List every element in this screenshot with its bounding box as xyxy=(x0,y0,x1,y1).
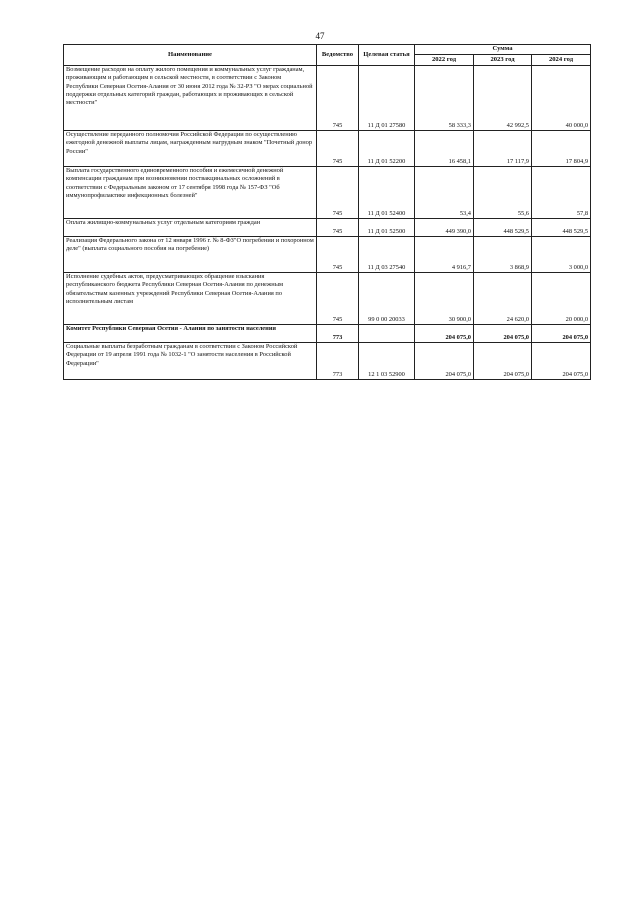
row-value-2022: 4 916,7 xyxy=(415,237,474,273)
row-dept: 745 xyxy=(317,219,359,237)
row-value-2024: 20 000,0 xyxy=(532,273,591,325)
row-value-2024: 204 075,0 xyxy=(532,325,591,343)
table-row xyxy=(64,343,591,380)
row-value-2024: 57,8 xyxy=(532,167,591,219)
row-value-2024: 204 075,0 xyxy=(532,343,591,380)
row-target: 11 Д 01 52500 xyxy=(359,219,415,237)
budget-table xyxy=(63,44,591,380)
row-name: Реализация Федерального закона от 12 января 1996 г. № 8-ФЗ"О погребении и похоронном деле" (выплата социального пособия на погребение) xyxy=(64,237,317,273)
row-value-2022: 58 333,3 xyxy=(415,66,474,131)
row-target: 11 Д 01 27580 xyxy=(359,66,415,131)
row-value-2023: 204 075,0 xyxy=(474,343,532,380)
row-value-2023: 448 529,5 xyxy=(474,219,532,237)
row-value-2022: 16 458,1 xyxy=(415,131,474,167)
header-2022: 2022 год xyxy=(415,55,474,66)
header-sum: Сумма xyxy=(415,45,591,55)
row-dept: 745 xyxy=(317,167,359,219)
row-dept: 773 xyxy=(317,343,359,380)
row-value-2022: 449 390,0 xyxy=(415,219,474,237)
table-row xyxy=(64,131,591,167)
row-name: Осуществление переданного полномочия Российской Федерации по осуществлению ежегодной денежной выплаты лицам, награжденным нагрудным знаком "Почетный донор России" xyxy=(64,131,317,167)
row-name: Исполнение судебных актов, предусматривающих обращение взыскания республиканского бюджета Республики Северная Осетия-Алания по денежным обязательствам казенных учреждений Республики Северная Осетия-Алания по исполнительным листам xyxy=(64,273,317,325)
table-row xyxy=(64,273,591,325)
table-body xyxy=(64,66,591,380)
row-dept: 745 xyxy=(317,237,359,273)
row-value-2024: 3 000,0 xyxy=(532,237,591,273)
row-value-2023: 24 620,0 xyxy=(474,273,532,325)
row-value-2024: 17 804,9 xyxy=(532,131,591,167)
header-2023: 2023 год xyxy=(474,55,532,66)
row-name: Оплата жилищно-коммунальных услуг отдельным категориям граждан xyxy=(64,219,317,237)
row-name: Комитет Республики Северная Осетия - Алания по занятости населения xyxy=(64,325,317,343)
row-value-2022: 30 900,0 xyxy=(415,273,474,325)
row-target: 11 Д 01 52400 xyxy=(359,167,415,219)
row-value-2023: 42 992,5 xyxy=(474,66,532,131)
row-value-2024: 40 000,0 xyxy=(532,66,591,131)
row-value-2024: 448 529,5 xyxy=(532,219,591,237)
row-target: 99 0 00 20033 xyxy=(359,273,415,325)
header-target: Целевая статья xyxy=(359,45,415,66)
row-value-2022: 53,4 xyxy=(415,167,474,219)
row-target: 11 Д 03 27540 xyxy=(359,237,415,273)
row-target: 11 Д 01 52200 xyxy=(359,131,415,167)
header-dept: Ведомство xyxy=(317,45,359,66)
row-value-2023: 204 075,0 xyxy=(474,325,532,343)
row-target: 12 1 03 52900 xyxy=(359,343,415,380)
row-value-2022: 204 075,0 xyxy=(415,343,474,380)
row-dept: 745 xyxy=(317,273,359,325)
table-row xyxy=(64,219,591,237)
row-target xyxy=(359,325,415,343)
row-dept: 773 xyxy=(317,325,359,343)
row-name: Возмещение расходов на оплату жилого помещения и коммунальных услуг гражданам, проживающим и работающим в сельской местности, в соответствии с Законом Республики Северная Осетия-Алания от 30 июня 2012 года № 32-РЗ "О мерах социальной поддержки отдельных категорий граждан, работающих и проживающих в сельской местности" xyxy=(64,66,317,131)
row-dept: 745 xyxy=(317,131,359,167)
page-number: 47 xyxy=(315,31,325,41)
row-name: Социальные выплаты безработным гражданам в соответствии с Законом Российской Федерации от 19 апреля 1991 года № 1032-1 "О занятости населения в Российской Федерации" xyxy=(64,343,317,380)
row-name: Выплата государственного единовременного пособия и ежемесячной денежной компенсации гражданам при возникновении поствакцинальных осложнений в соответствии с Федеральным законом от 17 сентября 1998 года № 157-ФЗ "Об иммунопрофилактике инфекционных болезней" xyxy=(64,167,317,219)
table-row xyxy=(64,167,591,219)
row-value-2023: 55,6 xyxy=(474,167,532,219)
table-row xyxy=(64,66,591,131)
row-value-2022: 204 075,0 xyxy=(415,325,474,343)
row-value-2023: 17 117,9 xyxy=(474,131,532,167)
table-row xyxy=(64,325,591,343)
header-2024: 2024 год xyxy=(532,55,591,66)
row-dept: 745 xyxy=(317,66,359,131)
header-name: Наименование xyxy=(64,45,317,66)
row-value-2023: 3 868,9 xyxy=(474,237,532,273)
table-row xyxy=(64,237,591,273)
